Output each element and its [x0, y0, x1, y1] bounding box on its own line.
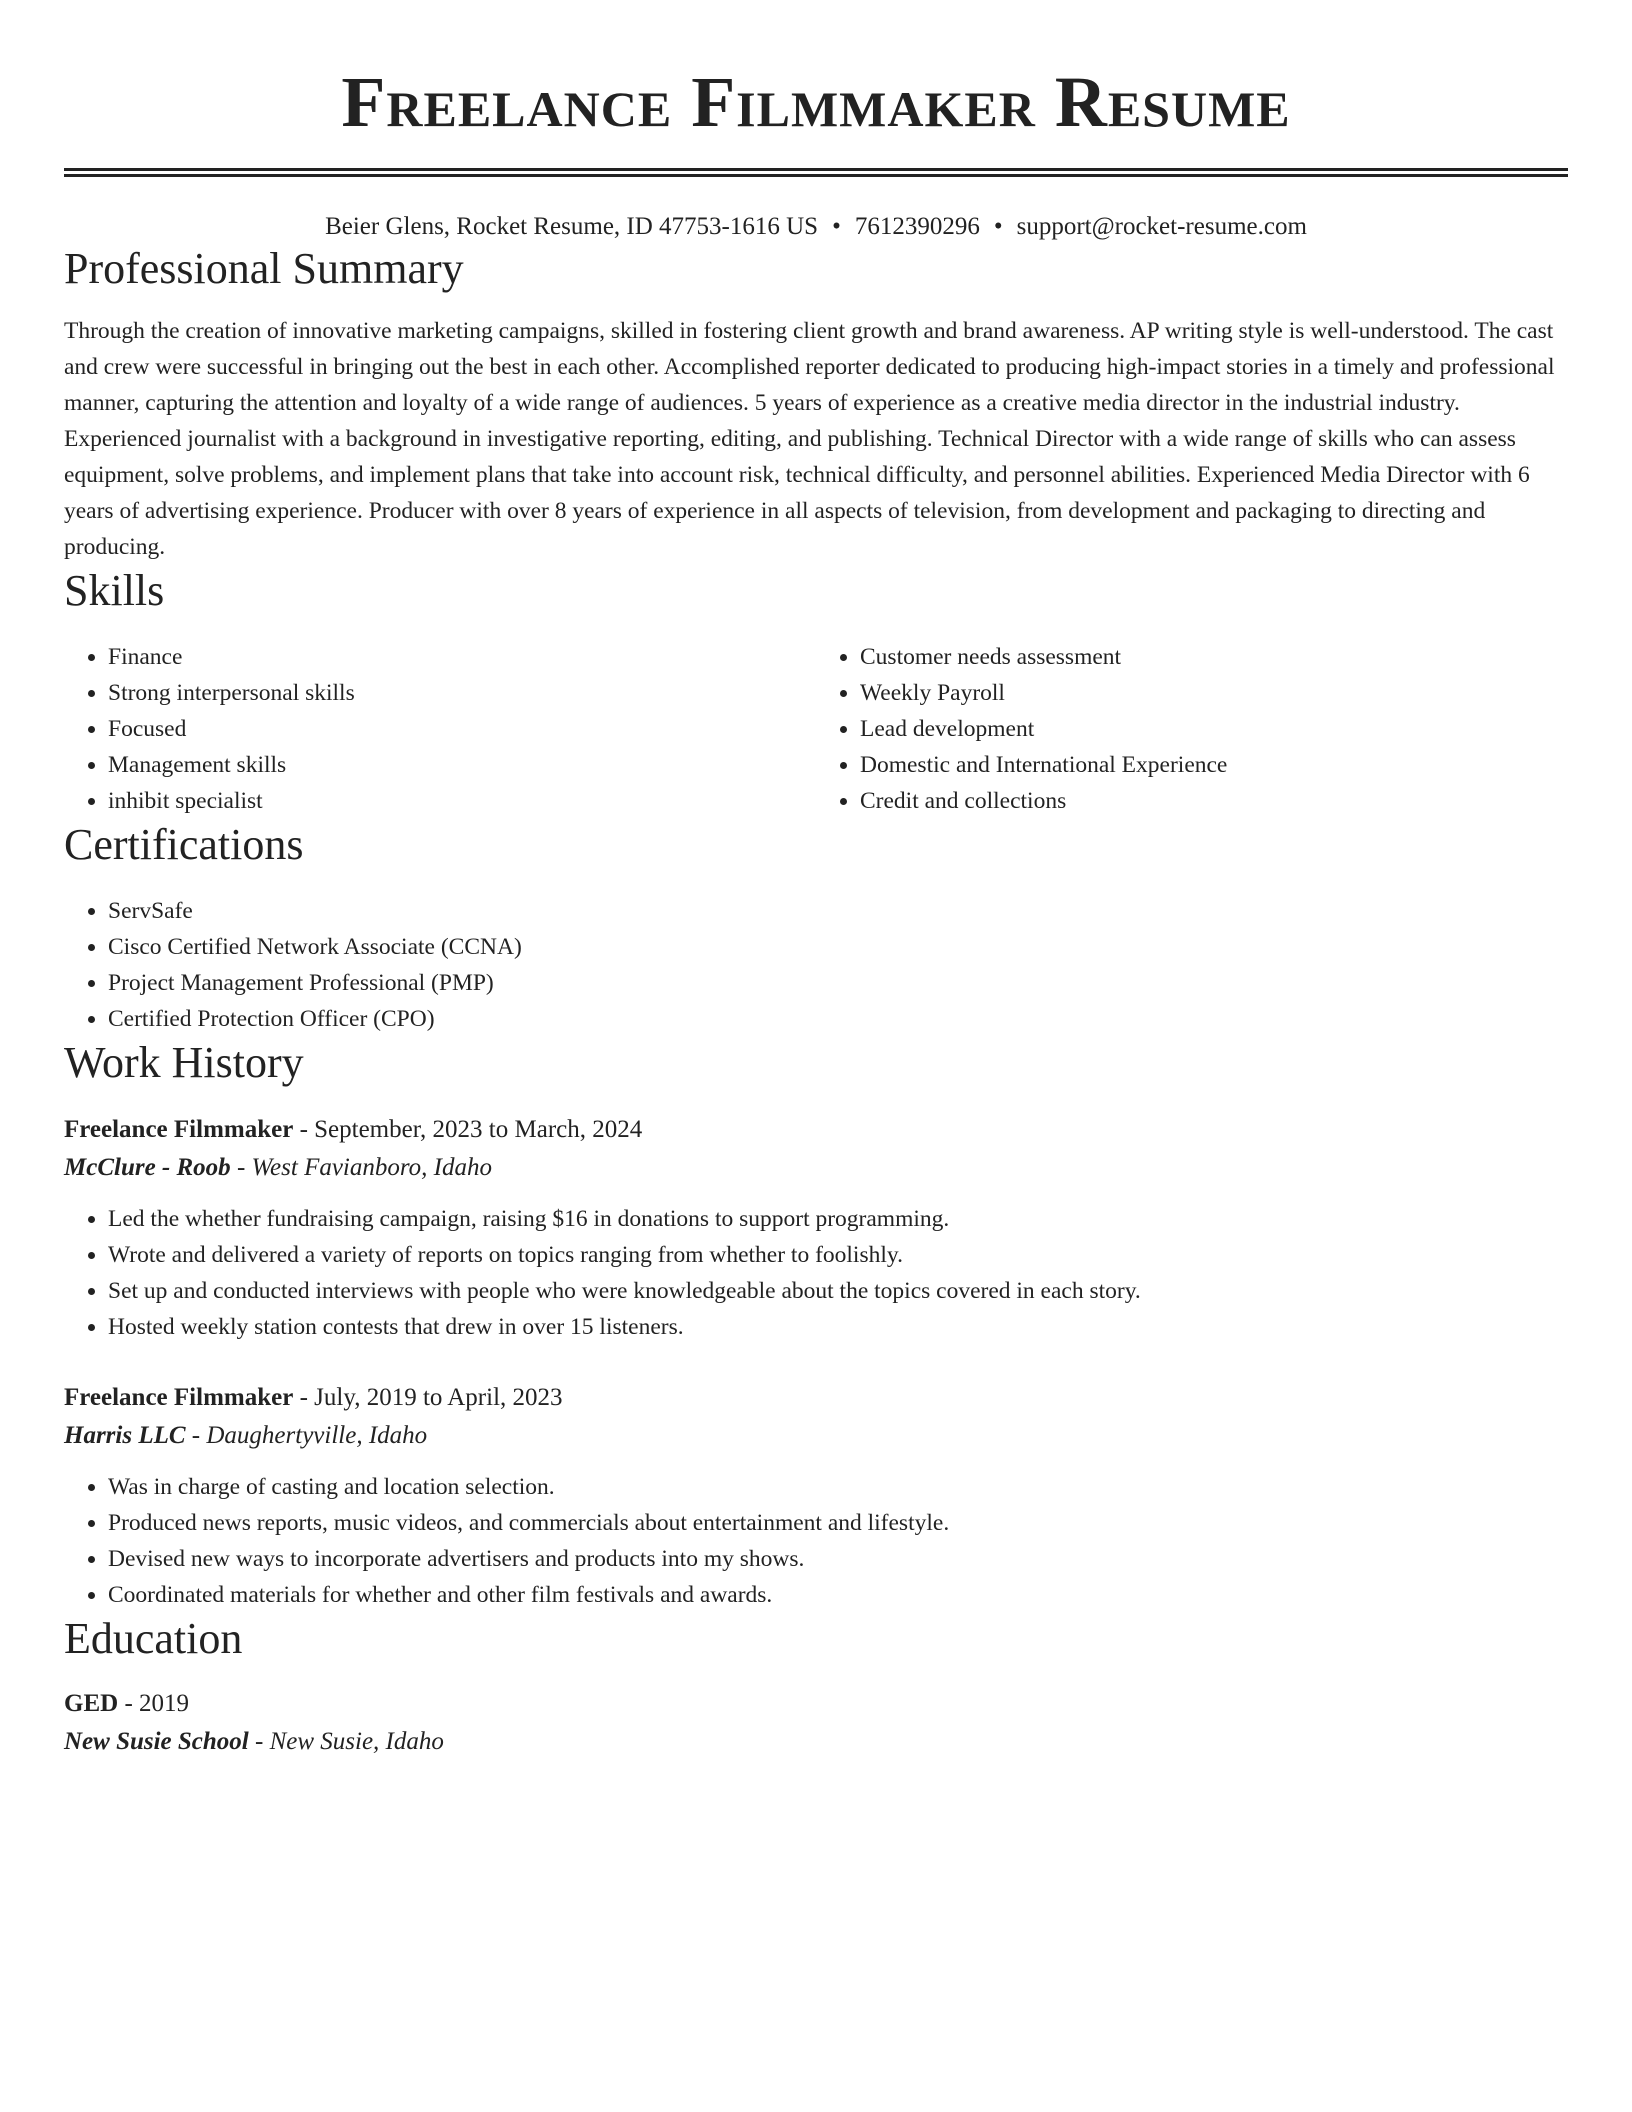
skill-item: • Strong interpersonal skills: [108, 675, 816, 711]
job-duties-list: [64, 1201, 1568, 1345]
job-duty: • Coordinated materials for whether and other film festivals and awards.: [108, 1577, 1568, 1613]
education-heading: Education: [64, 1614, 243, 1663]
education-entry: [64, 1685, 1568, 1761]
job-duty: • Wrote and delivered a variety of reports on topics ranging from whether to foolishly.: [108, 1237, 1568, 1273]
job-location: - West Favianboro, Idaho: [230, 1154, 493, 1181]
job-duty: • Hosted weekly station contests that drew in over 15 listeners.: [108, 1309, 1568, 1345]
skill-item: • Domestic and International Experience: [860, 747, 1568, 783]
job-location: - Daughertyville, Idaho: [185, 1422, 428, 1449]
school-name: New Susie School: [64, 1728, 249, 1755]
summary-text: Through the creation of innovative marketing campaigns, skilled in fostering client growth and brand awareness. AP writing style is well-understood. The cast and crew were successful in bringing out the best in each other. Accomplished reporter dedicated to producing high-impact stories in a timely and professional manner, capturing the attention and loyalty of a wide range of audiences. 5 years of experience as a creative media director in the industrial industry. Experienced journalist with a background in investigative reporting, editing, and publishing. Technical Director with a wide range of skills who can assess equipment, solve problems, and implement plans that take into account risk, technical difficulty, and personnel abilities. Experienced Media Director with 6 years of advertising experience. Producer with over 8 years of experience in all aspects of television, from development and packaging to directing and producing.: [64, 318, 1555, 560]
school-line: [64, 1723, 1568, 1761]
job-title: Freelance Filmmaker: [64, 1384, 294, 1411]
certification-item: • Cisco Certified Network Associate (CCNA): [108, 929, 1568, 965]
contact-address: Beier Glens, Rocket Resume, ID 47753-1616 US: [325, 213, 819, 240]
skill-item: • Finance: [108, 639, 816, 675]
contact-separator: •: [832, 213, 841, 240]
certification-item: • Certified Protection Officer (CPO): [108, 1001, 1568, 1037]
job-dates: - September, 2023 to March, 2024: [293, 1116, 643, 1143]
job-company-line: [64, 1417, 1568, 1455]
degree-line: [64, 1685, 1568, 1723]
degree: GED: [64, 1690, 119, 1717]
skill-item: • Focused: [108, 711, 816, 747]
skill-item: • Weekly Payroll: [860, 675, 1568, 711]
job-duty: • Led the whether fundraising campaign, raising $16 in donations to support programming.: [108, 1201, 1568, 1237]
summary-heading: Professional Summary: [64, 244, 464, 293]
contact-line: [64, 211, 1568, 243]
certifications-list: [64, 893, 1568, 1037]
skills-list-left: [64, 639, 816, 819]
job-duty: • Devised new ways to incorporate advertisers and products into my shows.: [108, 1541, 1568, 1577]
job-title-line: [64, 1111, 1568, 1149]
degree-year: - 2019: [118, 1690, 190, 1717]
job-company: McClure - Roob: [64, 1154, 231, 1181]
certification-item: • Project Management Professional (PMP): [108, 965, 1568, 1001]
work-history-heading: Work History: [64, 1038, 304, 1087]
job-title-line: [64, 1379, 1568, 1417]
school-location: - New Susie, Idaho: [248, 1728, 444, 1755]
job-duty: • Produced news reports, music videos, and commercials about entertainment and lifestyle.: [108, 1505, 1568, 1541]
skill-item: • Lead development: [860, 711, 1568, 747]
job-duty: • Was in charge of casting and location selection.: [108, 1469, 1568, 1505]
job-dates: - July, 2019 to April, 2023: [293, 1384, 563, 1411]
title-divider: [64, 168, 1568, 177]
job-duty: • Set up and conducted interviews with people who were knowledgeable about the topics covered in each story.: [108, 1273, 1568, 1309]
job-company-line: [64, 1149, 1568, 1187]
resume-title: Freelance Filmmaker Resume: [341, 62, 1291, 142]
skills-list-right: [816, 639, 1568, 819]
contact-separator: •: [993, 213, 1003, 240]
skill-item: • Credit and collections: [860, 783, 1568, 819]
job-title: Freelance Filmmaker: [64, 1116, 294, 1143]
job-entry: [64, 1111, 1568, 1345]
certifications-heading: Certifications: [64, 820, 304, 869]
job-company: Harris LLC: [64, 1422, 186, 1449]
skills-columns: [64, 639, 1568, 819]
skill-item: • inhibit specialist: [108, 783, 816, 819]
contact-email: support@rocket-resume.com: [1016, 213, 1307, 240]
skill-item: • Management skills: [108, 747, 816, 783]
skills-heading: Skills: [64, 566, 165, 615]
contact-phone: 7612390296: [854, 213, 980, 240]
job-entry: [64, 1379, 1568, 1613]
job-duties-list: [64, 1469, 1568, 1613]
certification-item: • ServSafe: [108, 893, 1568, 929]
skill-item: • Customer needs assessment: [860, 639, 1568, 675]
